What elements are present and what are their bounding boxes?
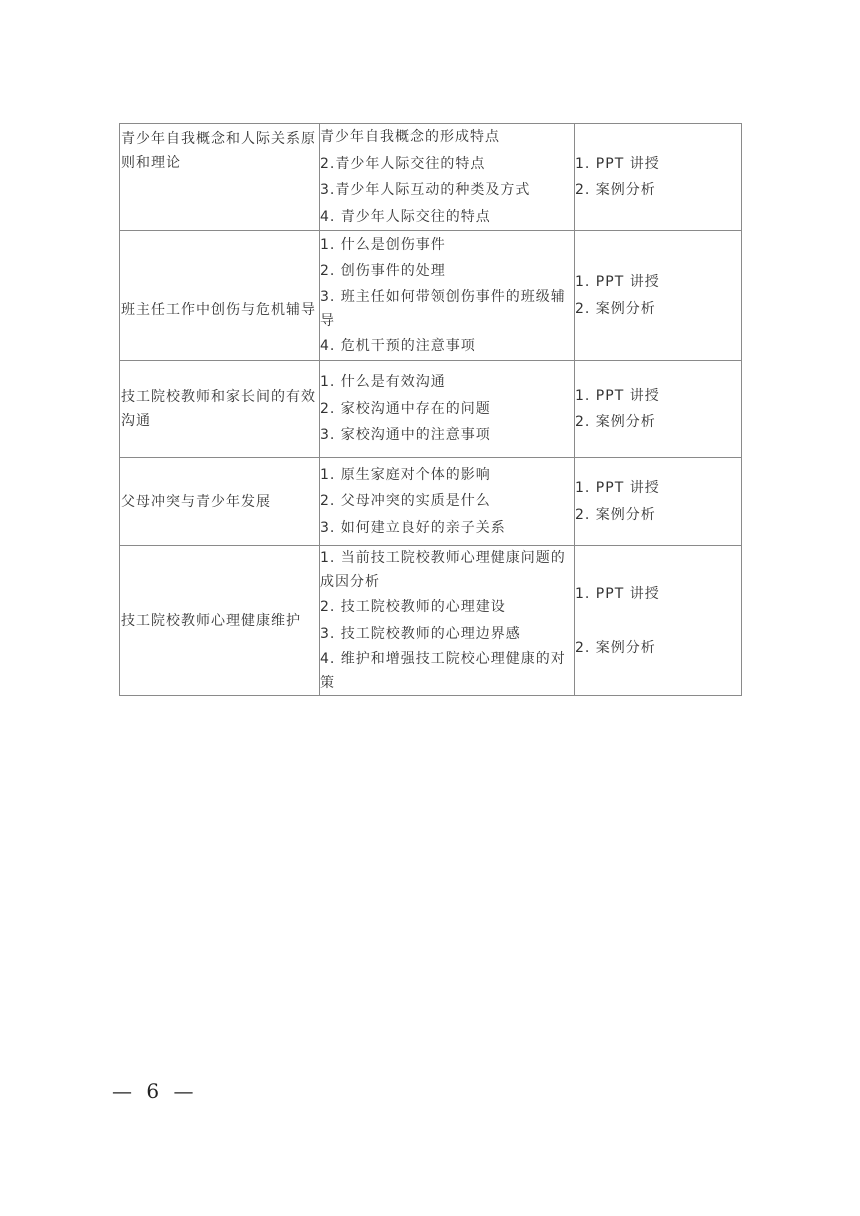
method-cell bbox=[575, 124, 742, 231]
course-table bbox=[119, 123, 742, 696]
content-item: 青少年自我概念的形成特点 bbox=[320, 129, 500, 145]
content-item: 1. 原生家庭对个体的影响 bbox=[320, 466, 491, 483]
content-item: 1. 什么是创伤事件 bbox=[320, 236, 446, 253]
method-cell bbox=[575, 361, 742, 458]
table-row bbox=[120, 458, 742, 546]
content-cell bbox=[320, 361, 575, 458]
method-item: 2. 案例分析 bbox=[575, 182, 656, 198]
topic-text: 青少年自我概念和人际关系原则和理论 bbox=[121, 131, 316, 171]
page-number: — 6 — bbox=[112, 1079, 198, 1103]
content-item: 4. 危机干预的注意事项 bbox=[320, 337, 476, 354]
content-item: 2. 技工院校教师的心理建设 bbox=[320, 599, 506, 615]
content-item: 4. 青少年人际交往的特点 bbox=[320, 208, 491, 225]
method-item: 1. PPT 讲授 bbox=[575, 155, 660, 172]
content-cell bbox=[320, 458, 575, 546]
content-item: 4. 维护和增强技工院校心理健康的对策 bbox=[320, 651, 566, 691]
content-item: 2.青少年人际交往的特点 bbox=[320, 155, 486, 172]
method-item: 2. 案例分析 bbox=[575, 639, 656, 656]
content-item: 3. 班主任如何带领创伤事件的班级辅导 bbox=[320, 288, 566, 329]
topic-cell bbox=[120, 231, 320, 361]
content-item: 3.青少年人际互动的种类及方式 bbox=[320, 182, 531, 198]
topic-text: 父母冲突与青少年发展 bbox=[121, 493, 271, 510]
content-item: 3. 家校沟通中的注意事项 bbox=[320, 427, 491, 444]
content-item: 1. 当前技工院校教师心理健康问题的成因分析 bbox=[320, 550, 566, 590]
content-item: 2. 父母冲突的实质是什么 bbox=[320, 493, 491, 510]
content-item: 3. 技工院校教师的心理边界感 bbox=[320, 625, 521, 642]
topic-cell bbox=[120, 546, 320, 696]
table-row bbox=[120, 361, 742, 458]
method-cell bbox=[575, 231, 742, 361]
topic-text: 班主任工作中创伤与危机辅导 bbox=[121, 301, 316, 318]
content-item: 2. 家校沟通中存在的问题 bbox=[320, 400, 491, 417]
content-cell bbox=[320, 546, 575, 696]
content-cell bbox=[320, 124, 575, 231]
table-row bbox=[120, 546, 742, 696]
method-item: 2. 案例分析 bbox=[575, 414, 656, 430]
method-item: 1. PPT 讲授 bbox=[575, 387, 660, 404]
table-row bbox=[120, 124, 742, 231]
table-row bbox=[120, 231, 742, 361]
method-cell bbox=[575, 546, 742, 696]
method-cell bbox=[575, 458, 742, 546]
topic-cell bbox=[120, 124, 320, 231]
content-cell bbox=[320, 231, 575, 361]
topic-cell bbox=[120, 458, 320, 546]
method-item: 1. PPT 讲授 bbox=[575, 274, 660, 290]
topic-text: 技工院校教师和家长间的有效沟通 bbox=[121, 389, 316, 429]
method-item: 1. PPT 讲授 bbox=[575, 585, 660, 602]
method-item: 2. 案例分析 bbox=[575, 506, 656, 523]
topic-text: 技工院校教师心理健康维护 bbox=[121, 612, 301, 629]
method-item: 2. 案例分析 bbox=[575, 300, 656, 317]
topic-cell bbox=[120, 361, 320, 458]
content-item: 2. 创伤事件的处理 bbox=[320, 263, 446, 280]
content-item: 3. 如何建立良好的亲子关系 bbox=[320, 519, 506, 536]
method-item: 1. PPT 讲授 bbox=[575, 480, 660, 496]
content-item: 1. 什么是有效沟通 bbox=[320, 374, 446, 391]
